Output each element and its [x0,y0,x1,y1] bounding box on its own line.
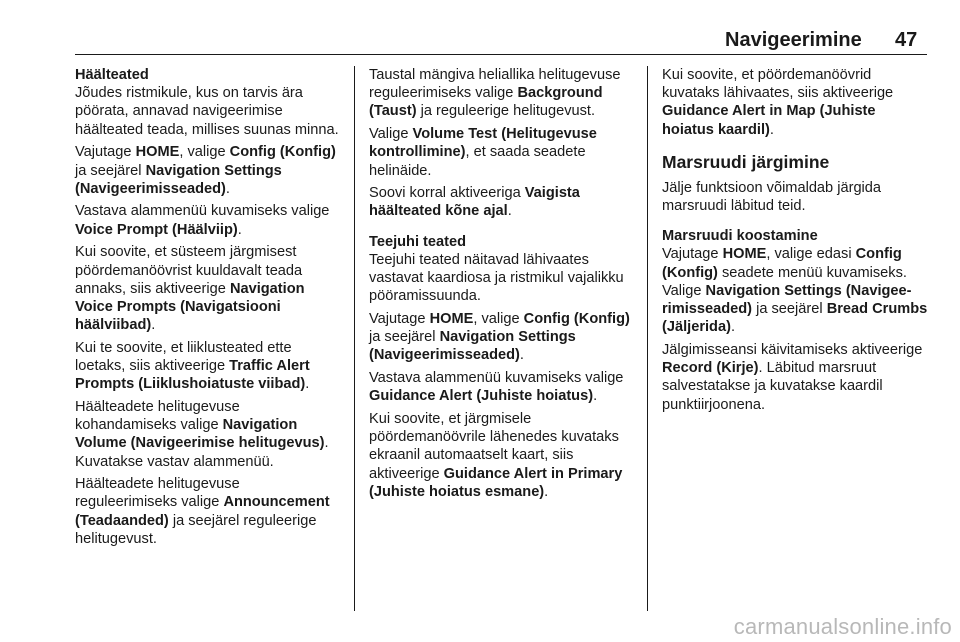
paragraph: Soovi korral aktiveeriga Vaigista häälteated kõne ajal. [369,185,580,220]
paragraph: Jälgimisseansi käivitamiseks aktiveerige Record (Kirje). Läbitud marsruut salvestatakse ja kuvatakse kaardil punktiirjoonena. [662,341,923,413]
column-1 [75,66,343,553]
paragraph: Jälje funktsioon võimaldab järgida marsruudi läbitud teid. [662,179,882,215]
heading-route-following: Marsruudi järgimine [662,151,830,172]
paragraph: Kui soovite, et süsteem järgmisest pöördemanöövrist kuuldavalt teada annaks, siis aktiveerige Navigation Voice Prompts (Navigatsiooni häälviibad). [75,244,305,334]
column-3 [662,66,930,418]
paragraph: Kui soovite, et pöördemanöövrid kuvataks lähivaates, siis aktiveerige Guidance Alert in Map (Juhiste hoiatus kaardil). [662,67,894,138]
header-rule [75,54,927,55]
heading-guidance-alerts: Teejuhi teated [369,233,467,250]
page-number: 47 [895,29,918,51]
paragraph: Vastava alammenüü kuvamiseks valige Voice Prompt (Häälviip). [75,203,330,238]
paragraph: Valige Volume Test (Helitugevuse kontrollimine), et saada seadete helinäide. [369,126,597,179]
paragraph: Jõudes ristmikule, kus on tarvis ära pöörata, annavad navigeerimise häälteated teada, millises suunas minna. [75,85,339,138]
paragraph: Kui te soovite, et liiklusteated ette loetaks, siis aktiveerige Traffic Alert Prompts (Liiklushoiatuste viibad). [75,339,310,393]
column-2 [369,66,637,505]
watermark: carmanualsonline.info [733,614,952,639]
paragraph: Teejuhi teated näitavad lähivaates vastavat kaardiosa ja ristmikul vajalikku pööramissuunda. [369,251,624,305]
paragraph: Vajutage HOME, valige Config (Konfig) ja seejärel Navigation Settings (Navigeerimisseaded). [369,310,630,364]
column-separator [354,66,355,611]
column-separator [647,66,648,611]
paragraph: Vastava alammenüü kuvamiseks valige Guidance Alert (Juhiste hoiatus). [369,370,624,405]
page-header [0,0,960,54]
paragraph: Vajutage HOME, valige edasi Config (Konfig) seadete menüü kuvamiseks. Valige Navigation Settings (Navigeerimisseaded) ja seejärel Bread Crumbs (Jäljerida). [662,246,928,336]
paragraph: Häälteadete helitugevuse reguleerimiseks valige Announcement (Teadaanded) ja seejärel reguleerige helitugevust. [75,476,330,547]
heading-voice-prompts: Häälteated [75,67,149,83]
paragraph: Vajutage HOME, valige Config (Konfig) ja seejärel Navigation Settings (Navigeerimisseaded). [75,144,336,197]
paragraph: Taustal mängiva heliallika helitugevuse reguleerimiseks valige Background (Taust) ja reguleerige helitugevust. [369,67,621,120]
paragraph: Kui soovite, et järgmisele pöördemanöövrile lähenedes kuvataks ekraanil automaatselt kaart, siis aktiveerige Guidance Alert in Primary (Juhiste hoiatus esmane). [369,410,623,500]
paragraph: Häälteadete helitugevuse kohandamiseks valige Navigation Volume (Navigeerimise helitugevus). Kuvatakse vastav alammenüü. [75,398,329,470]
section-title: Navigeerimine [725,29,862,51]
heading-route-building: Marsruudi koostamine [662,228,818,245]
